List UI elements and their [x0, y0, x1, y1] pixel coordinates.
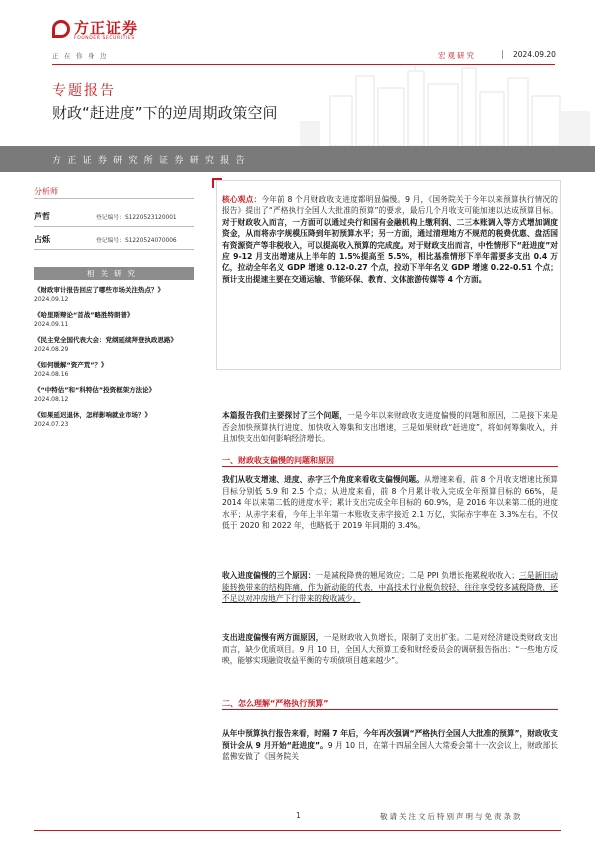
core-view-part2: 对于财政收入而言，一方面可以通过央行和国有金融机构上缴利润、二三本账调入等方式增加调度资金，从而将赤字规模压降到年初预算水平；另一方面，通过清理地方不规范的税费优惠、盘活国有资源资产等非税收入，可以提高收入预算的完成度。对于财政支出而言，中性情形下“赶进度”对应 9-12 月支出增速从上半年的 1.5%提高至 5.5%，相比基准情形下半年需要多支出 0.4 万亿，拉动全年名义 GDP 增速 0.12-0.27 个点，拉动下半年名义 GDP 增速 0.22-0.51 个点；预计支出提速主要在交通运输、节能环保、教育、文体旅游传媒等 4 个方面。 — [222, 217, 558, 284]
institute-bar-text: 方正证券研究所证券研究报告 — [52, 156, 251, 166]
related-link[interactable]: 《“中特估”和“科特估”投资框架方法论》 — [34, 386, 156, 394]
paragraph-3 — [222, 632, 558, 667]
logo-english: FOUNDER SECURITIES — [74, 36, 135, 41]
section-rule — [222, 709, 558, 710]
related-link[interactable]: 《哈里斯辩论“首战”略胜特朗普》 — [34, 311, 134, 319]
paragraph-4 — [222, 728, 558, 763]
divider — [34, 226, 194, 227]
logo-text: 方正证券 — [74, 19, 139, 37]
p4-rest: 9 月 10 日，在第十四届全国人大常委会第十一次会议上，财政部长蓝佛安做了《国务院关 — [222, 740, 558, 762]
intro-rest: 一是今年以来财政收支进度偏慢的问题和原因，二是接下来是否会加快预算执行进度、加快收入筹集和支出增速，三是如果财政“赶进度”，将如何筹集收入，并且加快支出如何影响经济增长。 — [222, 411, 558, 444]
report-title: 财政“赶进度”下的逆周期政策空间 — [52, 104, 278, 122]
p2-underlined: 三是新旧动能转换带来的结构阵痛，作为新动能的代表，中高技术行业税负较轻、往往享受较多减税降费，还不足以对冲房地产下行带来的税收减少。 — [222, 571, 558, 604]
intro-bold: 本篇报告我们主要探讨了三个问题， — [222, 411, 348, 420]
section-heading-2: 二、怎么理解“严格执行预算” — [222, 699, 329, 708]
header-rule — [52, 64, 555, 65]
analyst-reg: 登记编号：S1220524070006 — [96, 238, 177, 244]
p1-bold: 我们从收支增速、进度、赤字三个角度来看收支偏慢问题。 — [222, 475, 424, 484]
p3-bold: 支出进度偏慢有两方面原因， — [222, 633, 324, 642]
analyst-name: 占烁 — [34, 235, 50, 244]
analyst-name: 芦哲 — [34, 212, 50, 221]
related-link[interactable]: 《民主党全国代表大会：党纲延续拜登执政思路》 — [34, 336, 177, 344]
core-view-label: 核心观点： — [222, 195, 262, 204]
slogan: 正在你身边 — [52, 52, 112, 60]
related-date: 2024.08.12 — [34, 396, 69, 403]
p1-rest: 从增速来看，前 8 个月收支增速比预算目标分别低 5.9 和 2.5 个点；从进度来看，前 8 个月累计收入完成全年预算目标的 66%，是 2014 年以来第二低的进度水平；累计支出完成全年目标的 60.9%，是 2016 年以来第二低的进度水平；从赤字来看，今年上半年第一本账收支赤字接近 2.1 万亿，实际赤字率在 3.3%左右，不仅低于 2020 和 2022 年，也略低于 2019 年同期的 3.4%。 — [222, 475, 558, 531]
analyst-reg: 登记编号：S1220523120001 — [96, 215, 177, 221]
report-type: 专题报告 — [52, 83, 116, 99]
footer-disclaimer: 敬请关注文后特别声明与免责条款 — [380, 812, 523, 821]
report-category: 宏观研究 — [438, 51, 476, 60]
p4-bold: 从年中预算执行报告来看，时隔 7 年后，今年再次强调“严格执行全国人大批准的预算”，财政收支预计会从 9 月开始“赶进度”。 — [222, 729, 558, 750]
related-date: 2024.09.12 — [34, 296, 69, 303]
page-number: 1 — [296, 811, 301, 820]
report-date: 2024.09.20 — [513, 50, 556, 59]
intro-paragraph — [222, 410, 558, 445]
related-link[interactable]: 《财政审计报告回应了哪些市场关注热点？》 — [34, 286, 164, 294]
header-separator — [502, 50, 503, 59]
divider — [34, 198, 194, 199]
corner-accent — [212, 178, 214, 188]
logo-icon — [52, 20, 70, 38]
related-date: 2024.07.23 — [34, 421, 69, 428]
related-link[interactable]: 《如果延迟退休，怎样影响就业市场？》 — [34, 411, 151, 419]
related-date: 2024.08.29 — [34, 346, 69, 353]
p2-bold: 收入进度偏慢的三个原因： — [222, 571, 316, 580]
p2-text: 一是减税降费的翘尾效应；二是 PPI 负增长拖累税收收入； — [315, 571, 520, 580]
related-research-header: 相关研究 — [34, 267, 194, 280]
related-date: 2024.08.16 — [34, 371, 69, 378]
paragraph-2 — [222, 570, 558, 605]
divider — [34, 249, 194, 250]
p3-rest: 一是财政收入负增长，限制了支出扩张。二是对经济建设类财政支出而言，缺少优质项目。9 月 10 日，全国人大预算工委和财经委员会的调研报告指出：“一些地方反映，能够实现融资收益平衡的专项债项目越来越少”。 — [222, 633, 558, 666]
core-view-text — [222, 194, 558, 285]
related-link[interactable]: 《如何缓解“资产荒”？》 — [34, 361, 108, 369]
analyst-label: 分析师 — [34, 187, 58, 196]
footer-rule — [34, 830, 561, 831]
related-date: 2024.09.11 — [34, 321, 69, 328]
section-heading-1: 一、财政收支偏慢的问题和原因 — [222, 456, 334, 465]
core-view-part1: 今年前 8 个月财政收支进度都明显偏慢。9 月，《国务院关于今年以来预算执行情况的报告》提出了“严格执行全国人大批准的预算”的要求，最后几个月收支可能加速以达成预算目标。 — [222, 195, 558, 216]
paragraph-1 — [222, 474, 558, 532]
section-rule — [222, 466, 558, 467]
